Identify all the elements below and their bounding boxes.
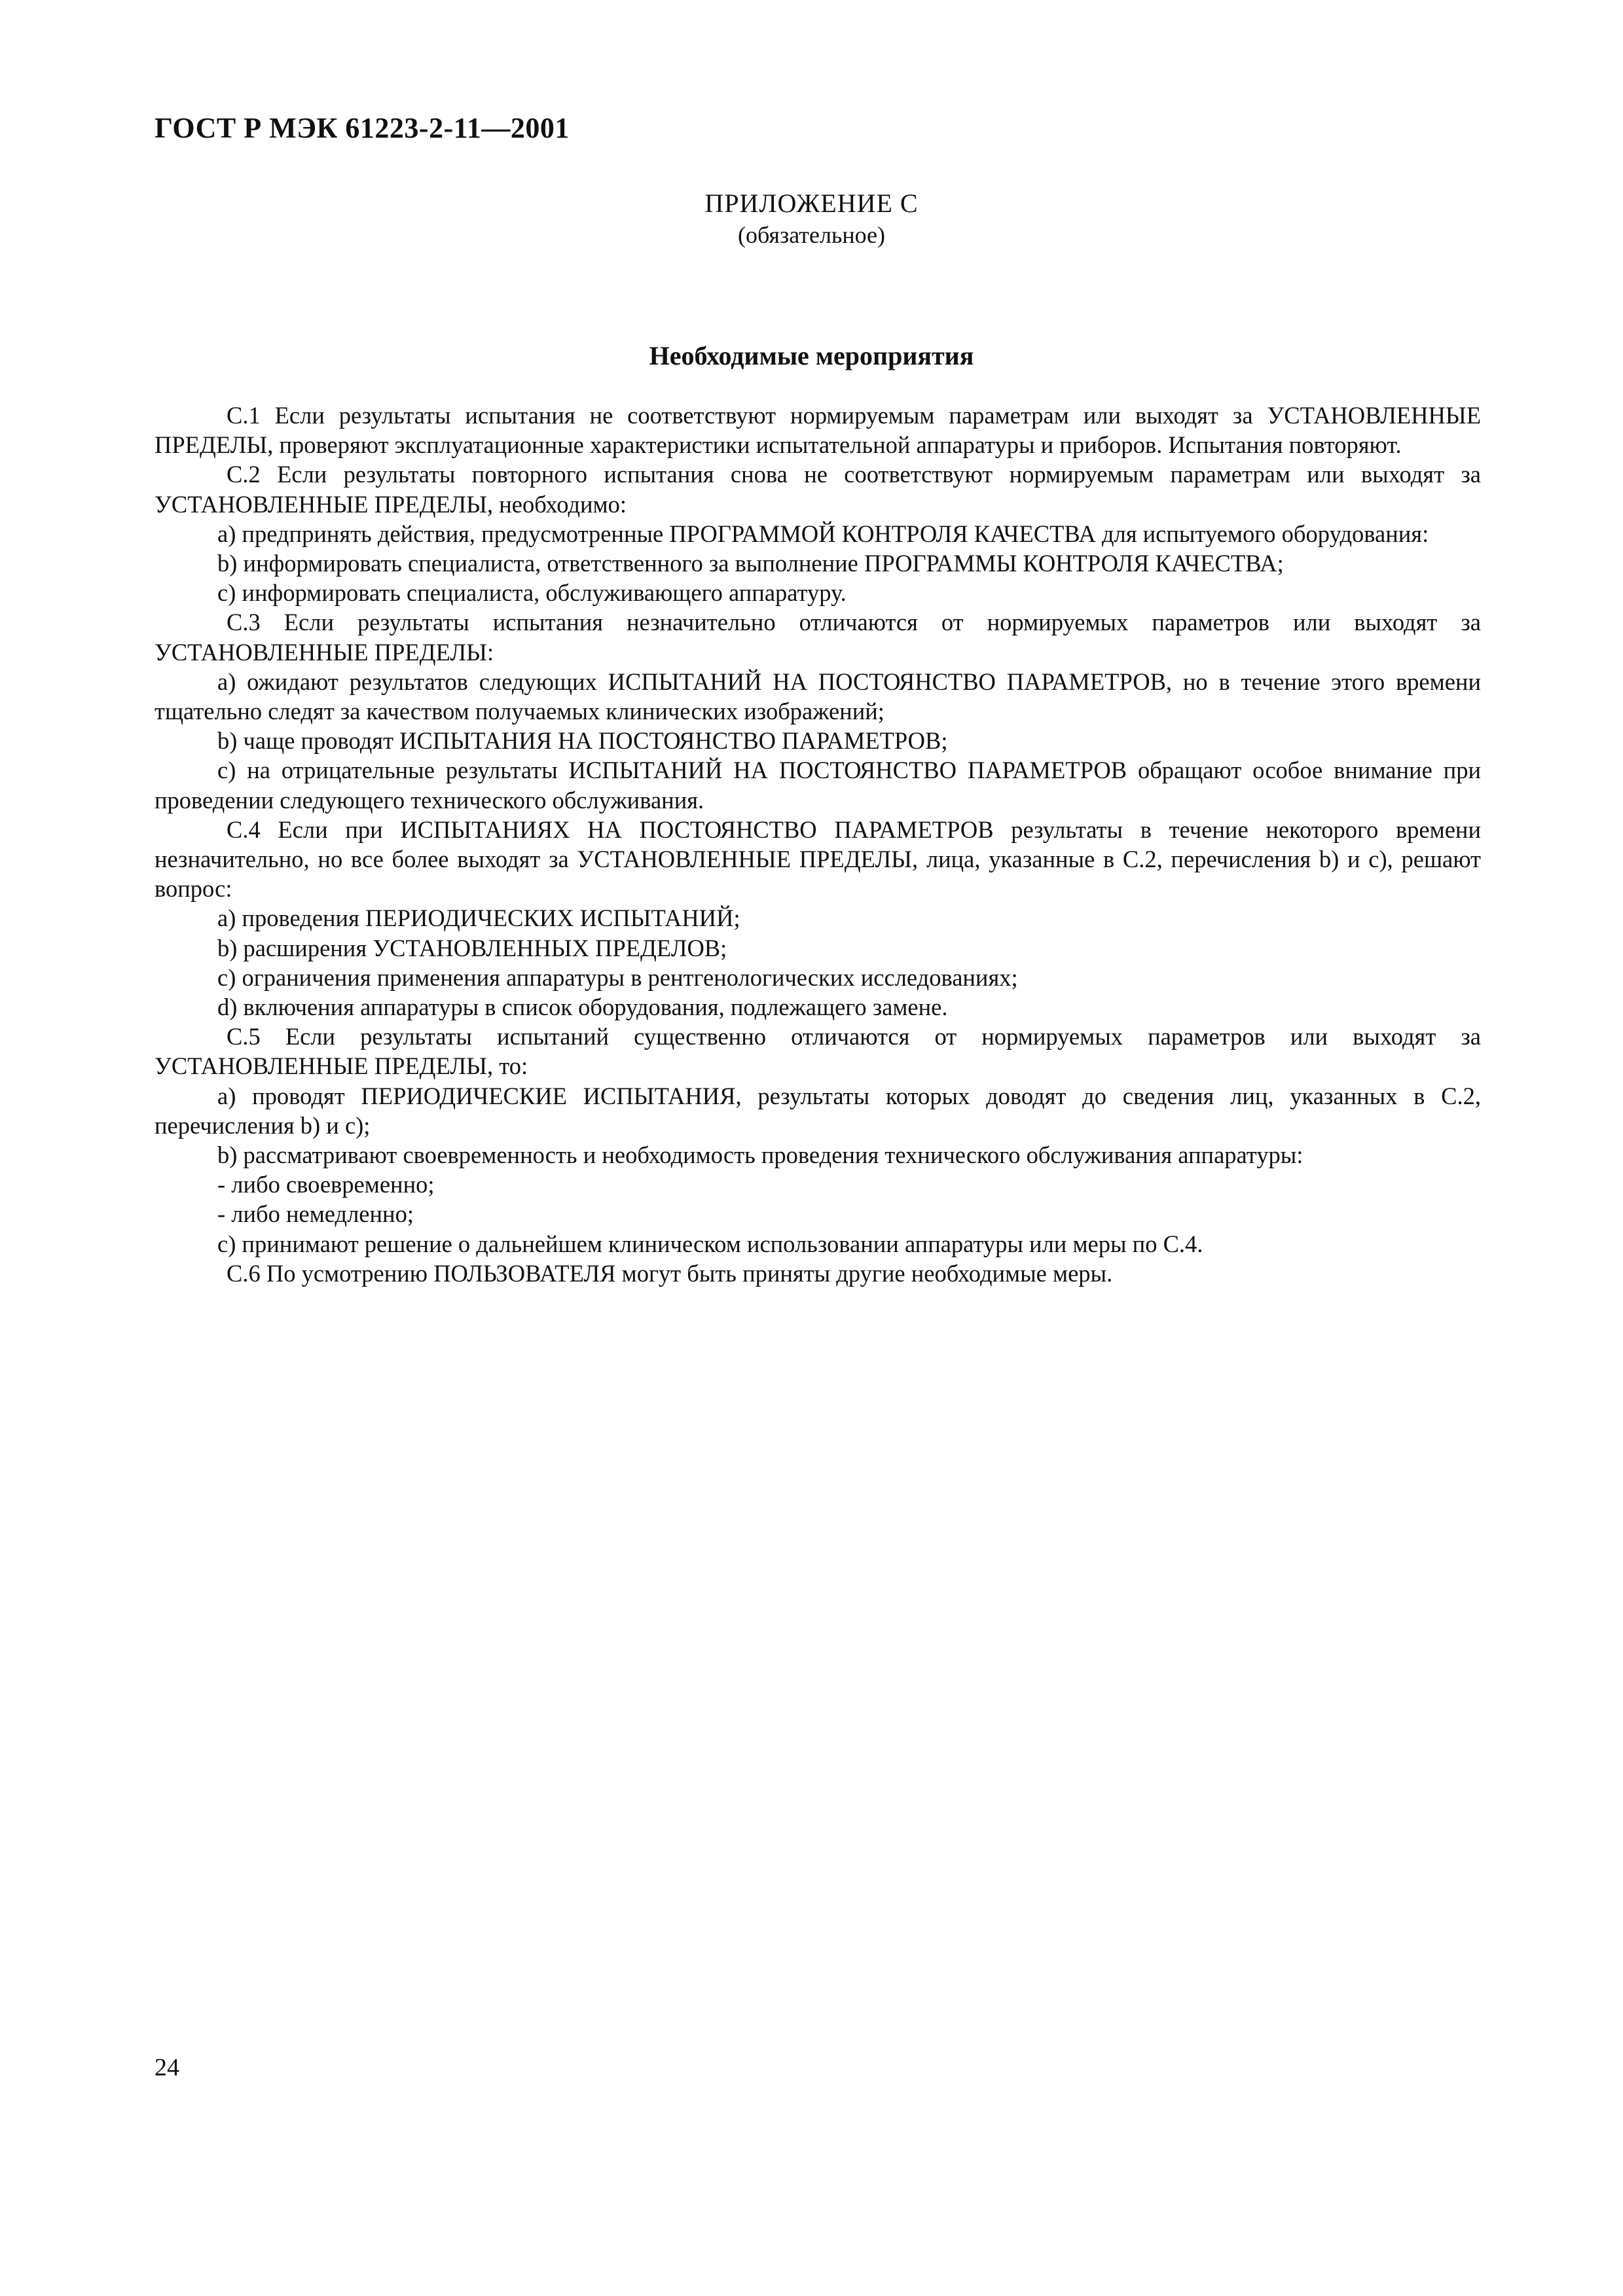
annex-status: (обязательное) <box>738 222 885 248</box>
list-item-c5-a: a) проводят ПЕРИОДИЧЕСКИЕ ИСПЫТАНИЯ, результаты которых доводят до сведения лиц, указанных в С.2, перечисления b) и c); <box>155 1082 1481 1139</box>
list-item-c2-c: c) информировать специалиста, обслуживающего аппаратуру. <box>217 579 847 607</box>
list-item-c3-a: a) ожидают результатов следующих ИСПЫТАНИЙ НА ПОСТОЯНСТВО ПАРАМЕТРОВ, но в течение этого времени тщательно следят за качеством получаемых клинических изображений; <box>155 668 1481 725</box>
paragraph-c4: С.4 Если при ИСПЫТАНИЯХ НА ПОСТОЯНСТВО ПАРАМЕТРОВ результаты в течение некоторого времени незначительно, но все более выходят за УСТАНОВЛЕННЫЕ ПРЕДЕЛЫ, лица, указанные в С.2, перечисления b) и c), решают вопрос: <box>155 816 1481 903</box>
list-item-c4-b: b) расширения УСТАНОВЛЕННЫХ ПРЕДЕЛОВ; <box>217 934 727 961</box>
paragraph-c5: С.5 Если результаты испытаний существенно отличаются от нормируемых параметров или выходят за УСТАНОВЛЕННЫЕ ПРЕДЕЛЫ, то: <box>155 1023 1481 1080</box>
list-item-c4-d: d) включения аппаратуры в список оборудования, подлежащего замене. <box>217 994 948 1021</box>
list-item-c3-b: b) чаще проводят ИСПЫТАНИЯ НА ПОСТОЯНСТВО ПАРАМЕТРОВ; <box>217 727 948 755</box>
dash-item-immediately: - либо немедленно; <box>217 1200 414 1228</box>
paragraph-c1: С.1 Если результаты испытания не соответствуют нормируемым параметрам или выходят за УСТАНОВЛЕННЫЕ ПРЕДЕЛЫ, проверяют эксплуатационные характеристики испытательной аппаратуры и приборов. Испытания повторяют. <box>155 402 1481 459</box>
dash-item-timely: - либо своевременно; <box>217 1171 435 1198</box>
list-item-c2-a: a) предпринять действия, предусмотренные ПРОГРАММОЙ КОНТРОЛЯ КАЧЕСТВА для испытуемого оборудования: <box>217 520 1429 547</box>
list-item-c3-c: c) на отрицательные результаты ИСПЫТАНИЙ НА ПОСТОЯНСТВО ПАРАМЕТРОВ обращают особое внимание при проведении следующего технического обслуживания. <box>155 757 1481 814</box>
paragraph-c3: С.3 Если результаты испытания незначительно отличаются от нормируемых параметров или выходят за УСТАНОВЛЕННЫЕ ПРЕДЕЛЫ: <box>155 609 1481 666</box>
annex-title: ПРИЛОЖЕНИЕ С <box>704 188 919 218</box>
list-item-c2-b: b) информировать специалиста, ответственного за выполнение ПРОГРАММЫ КОНТРОЛЯ КАЧЕСТВА; <box>217 550 1284 577</box>
page-number: 24 <box>155 2054 179 2081</box>
paragraph-c6: С.6 По усмотрению ПОЛЬЗОВАТЕЛЯ могут быть приняты другие необходимые меры. <box>227 1259 1113 1287</box>
section-title: Необходимые мероприятия <box>649 341 974 370</box>
annex-heading <box>0 187 1623 250</box>
list-item-c5-c: c) принимают решение о дальнейшем клиническом использовании аппаратуры или меры по С.4. <box>217 1230 1203 1257</box>
document-body <box>155 401 1481 1288</box>
list-item-c4-c: c) ограничения применения аппаратуры в рентгенологических исследованиях; <box>217 963 1018 991</box>
standard-code-header: ГОСТ Р МЭК 61223-2-11—2001 <box>155 112 570 144</box>
list-item-c5-b: b) рассматривают своевременность и необходимость проведения технического обслуживания аппаратуры: <box>217 1141 1304 1169</box>
list-item-c4-a: a) проведения ПЕРИОДИЧЕСКИХ ИСПЫТАНИЙ; <box>217 905 740 932</box>
paragraph-c2: С.2 Если результаты повторного испытания снова не соответствуют нормируемым параметрам или выходят за УСТАНОВЛЕННЫЕ ПРЕДЕЛЫ, необходимо: <box>155 461 1481 518</box>
